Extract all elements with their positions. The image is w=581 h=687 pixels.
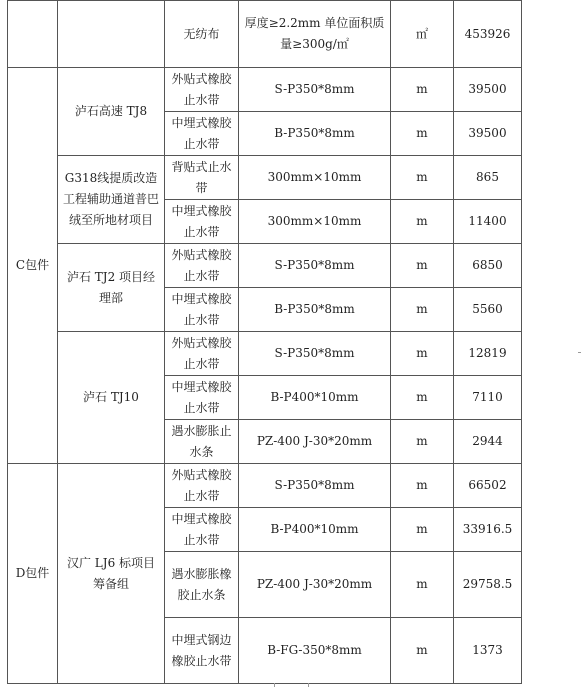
spec-cell: B-P400*10mm bbox=[239, 376, 391, 420]
material-name-cell: 外贴式橡胶止水带 bbox=[165, 464, 239, 508]
quantity-cell: 66502 bbox=[454, 464, 522, 508]
material-name-cell: 中埋式钢边橡胶止水带 bbox=[165, 618, 239, 684]
unit-cell: m bbox=[391, 68, 454, 112]
unit-cell: m bbox=[391, 332, 454, 376]
materials-table bbox=[7, 0, 522, 684]
spec-cell: PZ-400 J-30*20mm bbox=[239, 552, 391, 618]
spec-cell: B-P350*8mm bbox=[239, 112, 391, 156]
unit-cell: m bbox=[391, 112, 454, 156]
material-name-cell: 遇水膨胀止水条 bbox=[165, 420, 239, 464]
material-name-cell: 外贴式橡胶止水带 bbox=[165, 68, 239, 112]
quantity-cell: 12819 bbox=[454, 332, 522, 376]
quantity-cell: 29758.5 bbox=[454, 552, 522, 618]
site-cell: 泸石 TJ2 项目经理部 bbox=[58, 244, 165, 332]
page-edge-marker bbox=[308, 683, 309, 687]
unit-cell: m bbox=[391, 508, 454, 552]
site-cell: 泸石 TJ10 bbox=[58, 332, 165, 464]
package-cell bbox=[8, 1, 58, 68]
spec-cell: S-P350*8mm bbox=[239, 68, 391, 112]
table-row bbox=[8, 156, 522, 200]
material-name-cell: 中埋式橡胶止水带 bbox=[165, 112, 239, 156]
material-name-cell: 外贴式橡胶止水带 bbox=[165, 244, 239, 288]
site-cell: 汉广 LJ6 标项目筹备组 bbox=[58, 464, 165, 684]
site-cell bbox=[58, 1, 165, 68]
table-row bbox=[8, 464, 522, 508]
quantity-cell: 2944 bbox=[454, 420, 522, 464]
quantity-cell: 11400 bbox=[454, 200, 522, 244]
quantity-cell: 865 bbox=[454, 156, 522, 200]
package-cell: D包件 bbox=[8, 464, 58, 684]
unit-cell: m bbox=[391, 420, 454, 464]
spec-cell: 300mm×10mm bbox=[239, 200, 391, 244]
quantity-cell: 1373 bbox=[454, 618, 522, 684]
material-name-cell: 中埋式橡胶止水带 bbox=[165, 376, 239, 420]
unit-cell: ㎡ bbox=[391, 1, 454, 68]
quantity-cell: 7110 bbox=[454, 376, 522, 420]
quantity-cell: 6850 bbox=[454, 244, 522, 288]
spec-cell: PZ-400 J-30*20mm bbox=[239, 420, 391, 464]
spec-cell: B-P350*8mm bbox=[239, 288, 391, 332]
site-cell: G318线提质改造工程辅助通道普巴绒至所地材项目 bbox=[58, 156, 165, 244]
unit-cell: m bbox=[391, 464, 454, 508]
site-cell: 泸石高速 TJ8 bbox=[58, 68, 165, 156]
table-row bbox=[8, 1, 522, 68]
table-row bbox=[8, 332, 522, 376]
unit-cell: m bbox=[391, 200, 454, 244]
material-name-cell: 中埋式橡胶止水带 bbox=[165, 288, 239, 332]
table-row bbox=[8, 68, 522, 112]
spec-cell: B-FG-350*8mm bbox=[239, 618, 391, 684]
quantity-cell: 33916.5 bbox=[454, 508, 522, 552]
unit-cell: m bbox=[391, 376, 454, 420]
material-name-cell: 中埋式橡胶止水带 bbox=[165, 508, 239, 552]
material-name-cell: 外贴式橡胶止水带 bbox=[165, 332, 239, 376]
quantity-cell: 5560 bbox=[454, 288, 522, 332]
unit-cell: m bbox=[391, 618, 454, 684]
unit-cell: m bbox=[391, 288, 454, 332]
material-name-cell: 背贴式止水带 bbox=[165, 156, 239, 200]
spec-cell: S-P350*8mm bbox=[239, 332, 391, 376]
material-name-cell: 中埋式橡胶止水带 bbox=[165, 200, 239, 244]
page-edge-marker bbox=[274, 683, 275, 687]
spec-cell: S-P350*8mm bbox=[239, 244, 391, 288]
spec-cell: B-P400*10mm bbox=[239, 508, 391, 552]
unit-cell: m bbox=[391, 244, 454, 288]
package-cell: C包件 bbox=[8, 68, 58, 464]
material-name-cell: 遇水膨胀橡胶止水条 bbox=[165, 552, 239, 618]
quantity-cell: 39500 bbox=[454, 112, 522, 156]
spec-cell: 厚度≥2.2mm 单位面积质量≥300g/㎡ bbox=[239, 1, 391, 68]
spec-cell: 300mm×10mm bbox=[239, 156, 391, 200]
spec-cell: S-P350*8mm bbox=[239, 464, 391, 508]
unit-cell: m bbox=[391, 552, 454, 618]
unit-cell: m bbox=[391, 156, 454, 200]
quantity-cell: 39500 bbox=[454, 68, 522, 112]
table-row bbox=[8, 244, 522, 288]
material-name-cell: 无纺布 bbox=[165, 1, 239, 68]
quantity-cell: 453926 bbox=[454, 1, 522, 68]
